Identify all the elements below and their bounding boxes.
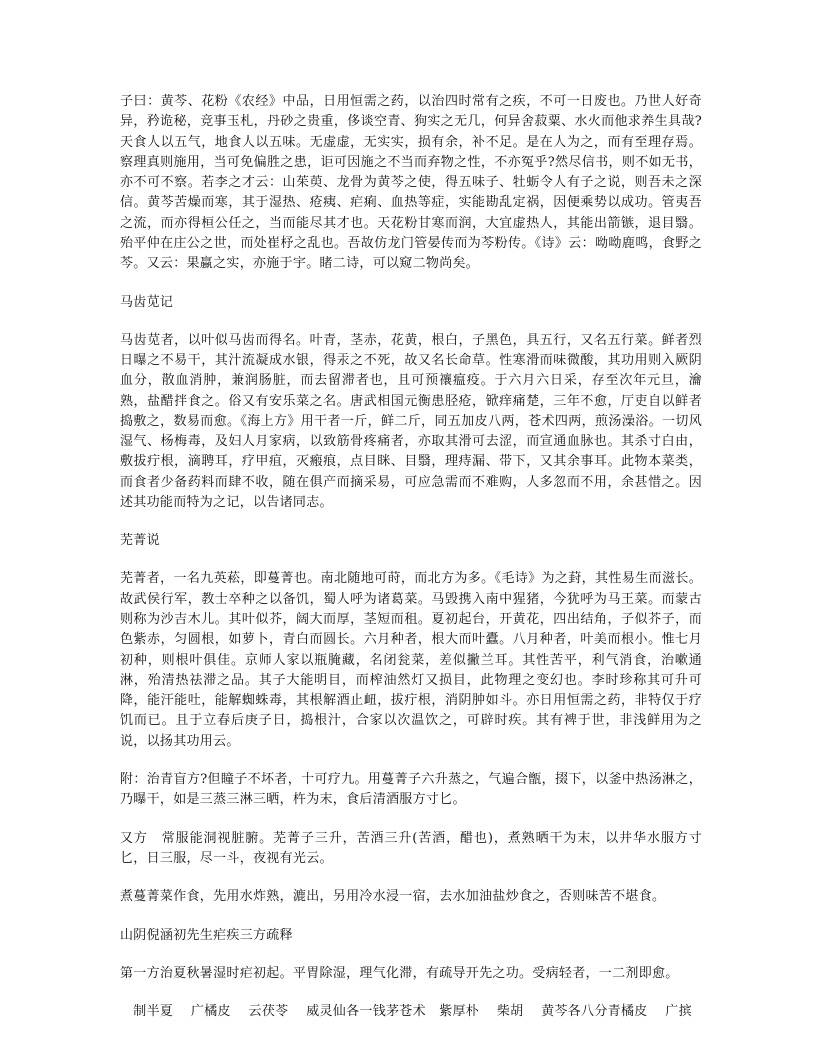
spacer xyxy=(120,869,702,887)
spacer xyxy=(120,752,702,770)
document-page xyxy=(120,92,702,1022)
spacer xyxy=(120,946,702,964)
spacer xyxy=(120,908,702,926)
spacer xyxy=(120,313,702,331)
paragraph-machixian: 马齿苋者，以叶似马齿而得名。叶青，茎赤，花黄，根白，子黑色，具五行，又名五行菜。鲜者烈日曝之不易干，其汁流凝成水银，得汞之不死，故又名长命草。性寒滑而味微酸，其功用则入厥阴血分，散血消肿，兼润肠脏，而去留滞者也，且可预禳瘟疫。于六月六日采，存至次年元旦，瀹熟，盐醋拌食之。俗又有安乐菜之名。唐武相国元衡患胫疮，锨痒痛楚，三年不愈，厅吏自以鲜者捣敷之，数易而愈。《海上方》用干者一斤，鲜二斤，同五加皮八两，苍术四两，煎汤澡浴。一切风湿气、杨梅毒，及妇人月家病，以致筋骨疼痛者，亦取其滑可去涩，而宣通血脉也。其杀寸白由，敷拔疔根，滴聘耳，疗甲疽，灭瘢痕，点目眯、目翳，理痔漏、带下，又其余事耳。此物本菜类，而食者少备药料而肆不收，随在俱产而摘采易，可应急需而不难购，人多忽而不用，余甚惜之。因述其功能而特为之记，以告诸同志。 xyxy=(120,332,702,511)
paragraph-another-formula: 又方 常服能洞视脏腑。芜菁子三升，苦酒三升(苦酒，醋也)，煮熟晒干为末，以井华水服方寸匕，日三服，尽一斗，夜视有光云。 xyxy=(120,830,702,866)
recipe-ingredients-line: 制半夏 广橘皮 云茯苓 威灵仙各一钱茅苍术 紫厚朴 柴胡 黄芩各八分青橘皮 广摈 xyxy=(120,1003,692,1019)
section-heading-nihanchu: 山阴倪涵初先生疟疾三方疏释 xyxy=(120,927,293,943)
paragraph-huangqin-huafen: 子曰：黄芩、花粉《农经》中品，日用恒需之药，以治四时常有之疾，不可一日废也。乃世人好奇异，矜诡秘，竞事玉札，丹砂之贵重，侈谈空青、狗实之无几，何异舍菽粟、水火而他求养生具哉?天食人以五气，地食人以五味。无虚虚，无实实，损有余，补不足。是在人为之，而有至理存焉。察理真则施用，当可免偏胜之患，讵可因施之不当而弃物之性，不亦冤乎?然尽信书，则不如无书，亦不可不察。若李之才云：山茱萸、龙骨为黄芩之使，得五味子、牡蛎令人有子之说，则吾未之深信。黄芩苦燥而寒，其于湿热、疮痍、疟痢、血热等症，实能勘乱定祸，因便乘势以成功。管夷吾之流，而亦得桓公任之，当而能尽其才也。天花粉甘寒而润，大宜虚热人，其能出箭镞，退目翳。殆平仲在庄公之世，而处崔杼之乱也。吾故仿龙门管晏传而为芩粉传。《诗》云：呦呦鹿鸣，食野之芩。又云：果蠃之实，亦施于宇。睹二诗，可以窥二物尚矣。 xyxy=(120,94,702,272)
spacer xyxy=(120,513,702,531)
spacer xyxy=(120,275,702,293)
section-heading-machixian: 马齿苋记 xyxy=(120,294,174,310)
paragraph-wujing: 芜菁者，一名九英菘，即蔓菁也。南北随地可莳，而北方为多。《毛诗》为之葑，其性易生而滋长。故武侯行军，教士卒种之以备饥，蜀人呼为诸葛菜。马毁携入南中猩猪，今犹呼为马王菜。而蒙古则称为沙吉木儿。其叶似芥，阔大而厚，茎短而租。夏初起台，开黄花，四出结角，子似芥子，而色紫赤，匀圆根，如萝卜，青白而圆长。六月种者，根大而叶蠹。八月种者，叶美而根小。惟七月初种，则根叶俱佳。京师人家以瓶腌藏，名闭瓮菜，差似撇兰耳。其性苦平，利气消食，治嗽通淋，殆清热祛滞之品。其子大能明目，而榨油然灯又损目，此物理之变幻也。李时珍称其可升可降，能汗能吐，能解蜘蛛毒，其根解酒止衄，拔疔根，消阴肿如斗。亦日用恒需之药，非特仅于疗饥而已。且于立春后庚子日，捣根汁，合家以次温饮之，可辟时疾。其有裨于世，非浅鲜用为之说，以扬其功用云。 xyxy=(120,571,702,749)
paragraph-appendix-qingmang: 附：治青盲方?但瞳子不坏者，十可疗九。用蔓菁子六升蒸之，气遍合甑，掇下，以釜中热汤淋之，乃曝干，如是三蒸三淋三晒，杵为末，食后清酒服方寸匕。 xyxy=(120,772,702,808)
paragraph-first-formula: 第一方治夏秋暑湿时疟初起。平胃除湿，理气化滞，有疏导开先之功。受病轻者，一二剂即愈。 xyxy=(120,965,679,981)
spacer xyxy=(120,551,702,569)
spacer xyxy=(120,811,702,829)
paragraph-cooking-note: 煮蔓菁菜作食，先用水炸熟，漉出，另用冷水浸一宿，去水加油盐炒食之，否则味苦不堪食。 xyxy=(120,889,666,905)
section-heading-wujing: 芜菁说 xyxy=(120,533,160,549)
spacer xyxy=(120,984,702,1002)
